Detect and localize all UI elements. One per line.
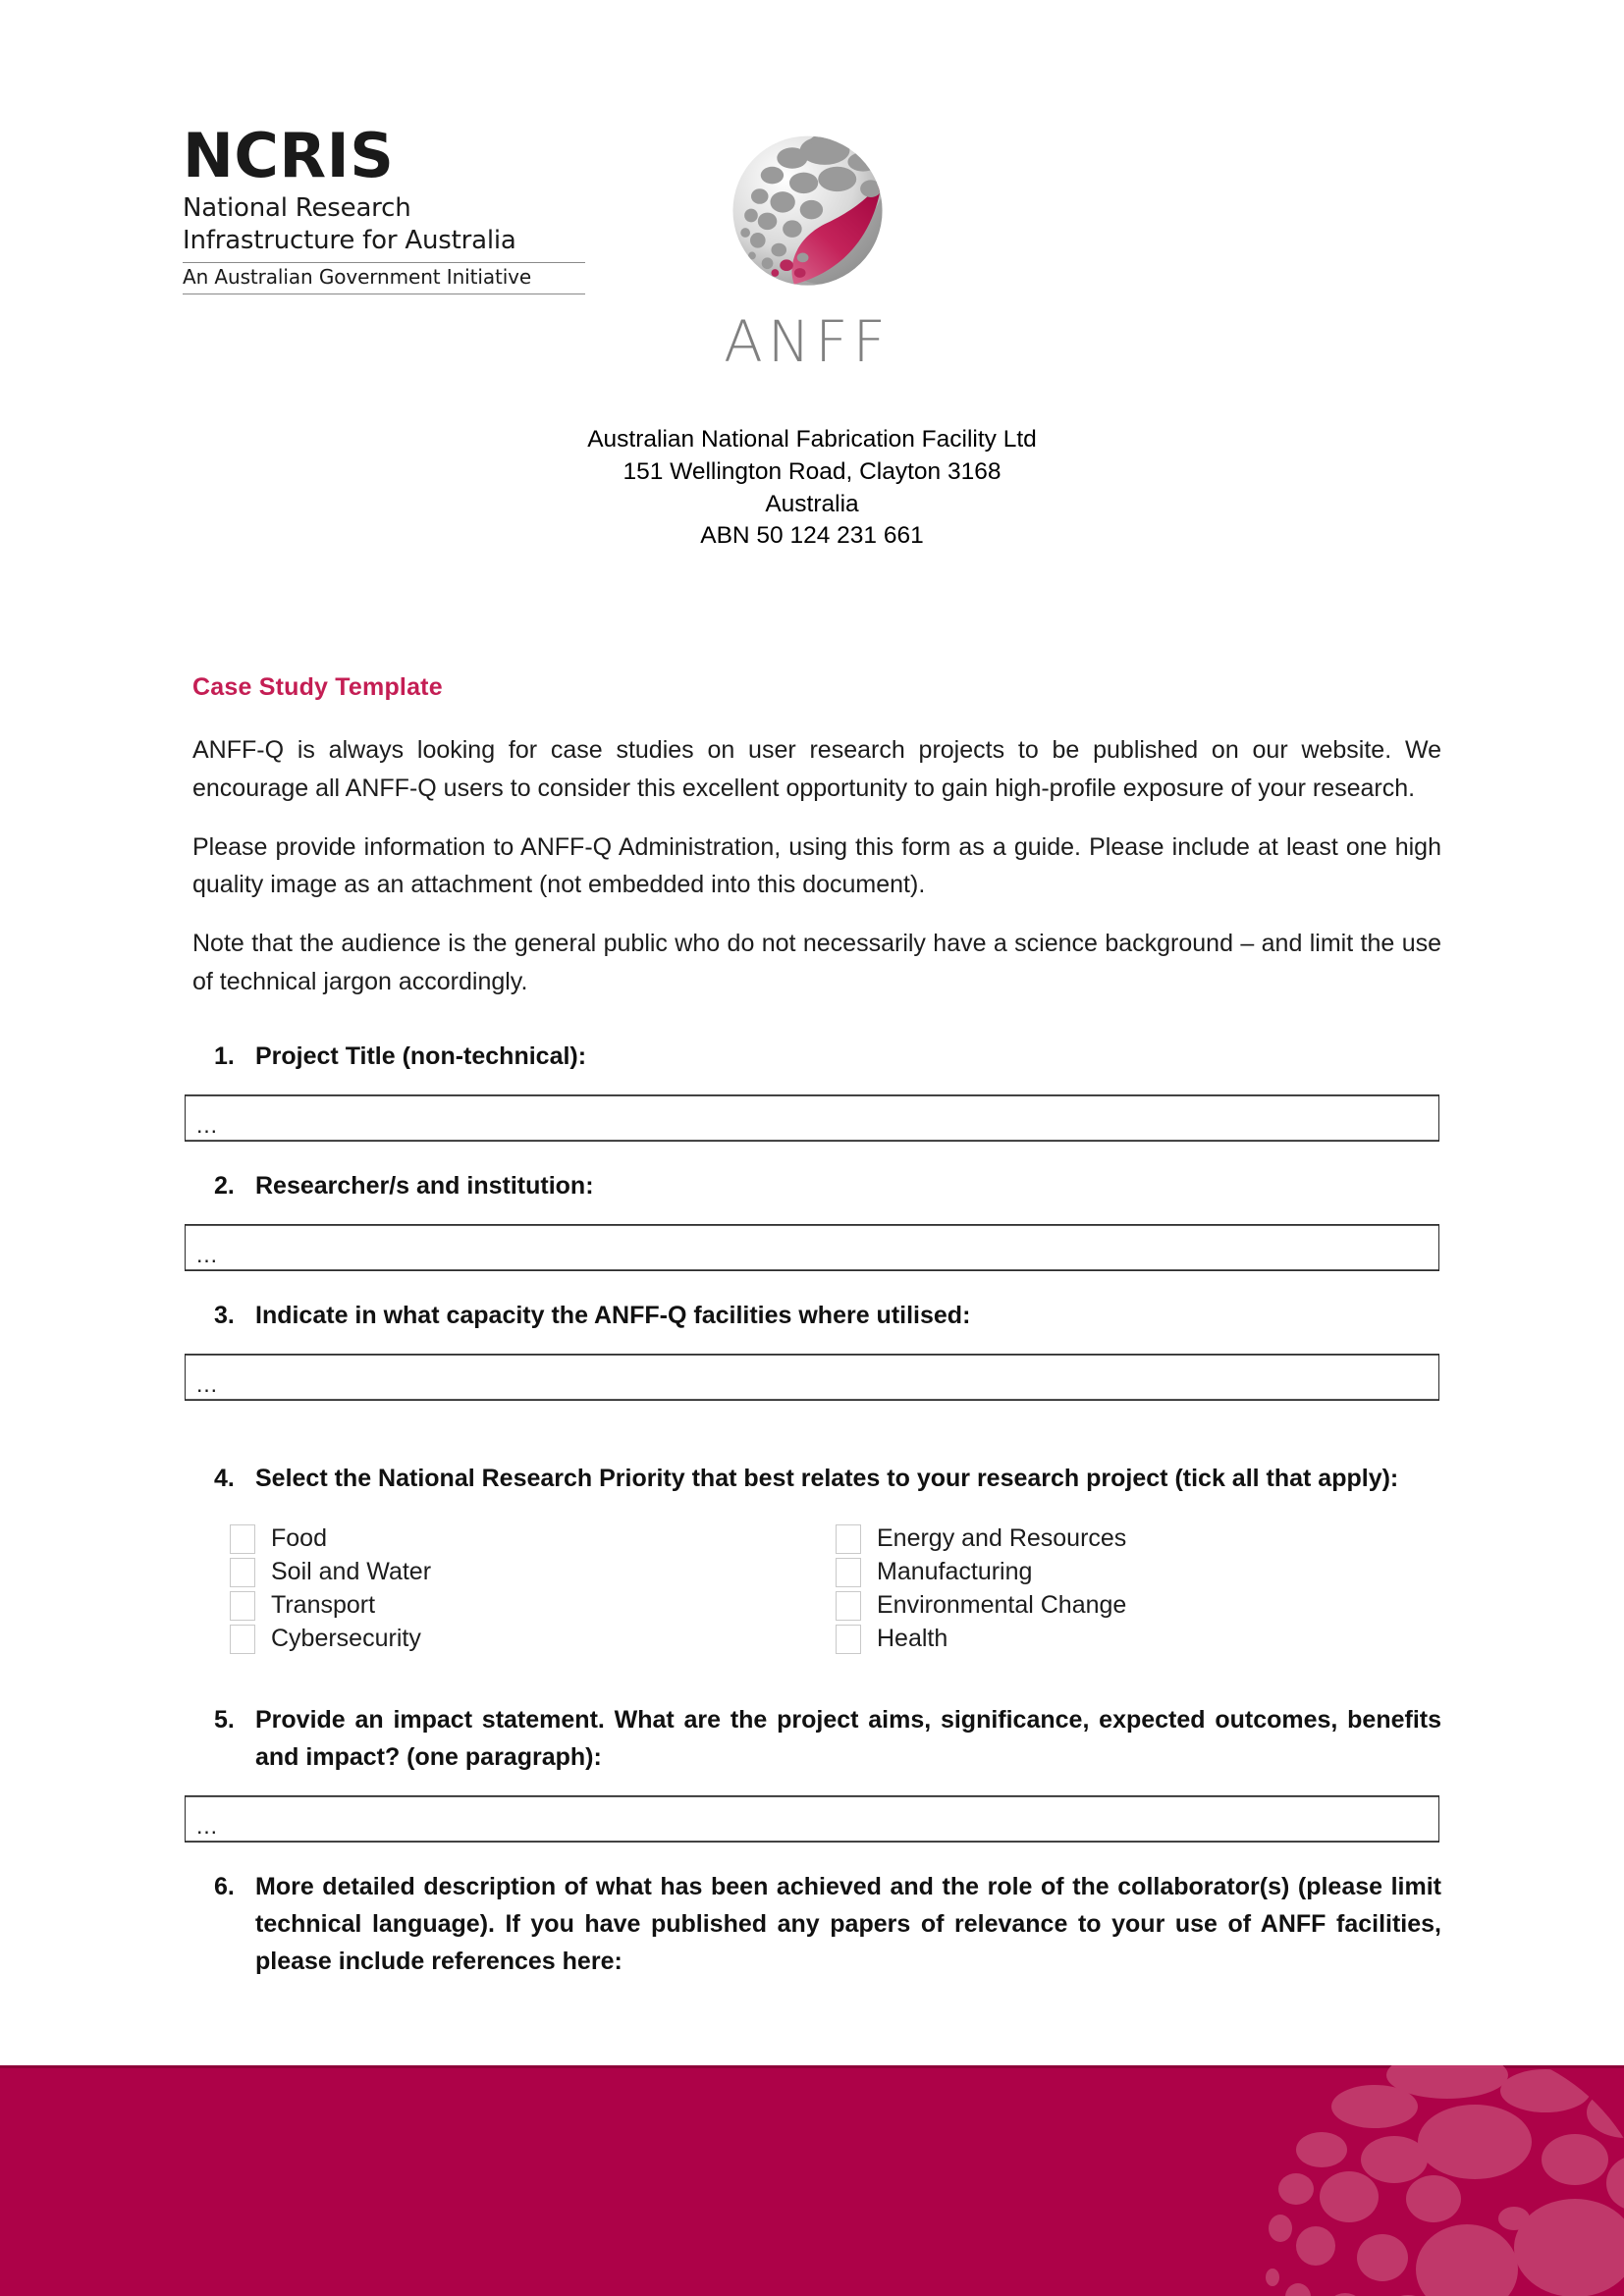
- answer-field-3[interactable]: [185, 1354, 1439, 1401]
- ncris-tagline: An Australian Government Initiative: [183, 264, 532, 289]
- checkbox-icon[interactable]: [836, 1558, 861, 1587]
- question-5: [192, 1701, 1441, 1776]
- question-1-label: Project Title (non-technical):: [255, 1041, 587, 1070]
- address-block: [0, 424, 1624, 553]
- intro-paragraph-2: Please provide information to ANFF-Q Administration, using this form as a guide. Please include at least one high quality image as an attachment (not embedded into this document).: [192, 832, 1441, 899]
- answer-field-5[interactable]: [185, 1795, 1439, 1842]
- checkbox-label: Manufacturing: [877, 1558, 1033, 1585]
- question-1: [192, 1038, 1441, 1075]
- intro-paragraph-1: ANFF-Q is always looking for case studies on user research projects to be published on our website. We encourage all ANFF-Q users to consider this excellent opportunity to gain high-profile exposure of your research.: [192, 736, 1441, 802]
- checkbox-item-soil-and-water[interactable]: [230, 1556, 836, 1589]
- answer-field-1-placeholder: …: [195, 1111, 220, 1138]
- checkbox-item-environmental-change[interactable]: [836, 1589, 1441, 1623]
- question-6: [192, 1868, 1441, 1980]
- checkbox-label: Soil and Water: [271, 1558, 432, 1585]
- checkbox-label: Environmental Change: [877, 1591, 1127, 1619]
- question-4: [192, 1460, 1441, 1497]
- footer-band: [0, 2065, 1624, 2296]
- question-6-number: 6.: [214, 1872, 235, 1900]
- checkbox-item-food[interactable]: [230, 1522, 836, 1556]
- checkbox-icon[interactable]: [836, 1625, 861, 1654]
- question-3: [192, 1297, 1441, 1334]
- checkbox-item-energy-and-resources[interactable]: [836, 1522, 1441, 1556]
- question-2: [192, 1167, 1441, 1204]
- anff-sphere-icon: [712, 120, 903, 311]
- national-research-priority-checkbox-grid: [230, 1522, 1441, 1656]
- document-body: [192, 673, 1441, 1980]
- question-5-number: 5.: [214, 1705, 235, 1734]
- answer-field-2-placeholder: …: [195, 1241, 220, 1267]
- answer-field-2[interactable]: [185, 1224, 1439, 1271]
- intro-paragraph-3: Note that the audience is the general public who do not necessarily have a science background – and limit the use of technical jargon accordingly.: [192, 930, 1441, 995]
- checkbox-label: Cybersecurity: [271, 1625, 421, 1652]
- page-header: [0, 0, 1624, 375]
- checkbox-icon[interactable]: [836, 1591, 861, 1621]
- checkbox-item-manufacturing[interactable]: [836, 1556, 1441, 1589]
- question-2-label: Researcher/s and institution:: [255, 1171, 594, 1200]
- question-5-label: Provide an impact statement. What are the project aims, significance, expected outcomes, benefits and impact? (one paragraph):: [255, 1705, 1441, 1771]
- address-line-4: ABN 50 124 231 661: [700, 522, 924, 550]
- ncris-subtitle-line1: National Research: [183, 193, 411, 223]
- checkbox-item-transport[interactable]: [230, 1589, 836, 1623]
- answer-field-5-placeholder: …: [195, 1812, 220, 1839]
- address-line-3: Australia: [765, 490, 859, 517]
- ncris-logo: [183, 120, 585, 294]
- checkbox-item-health[interactable]: [836, 1623, 1441, 1656]
- question-3-number: 3.: [214, 1301, 235, 1329]
- checkbox-icon[interactable]: [230, 1558, 255, 1587]
- ncris-subtitle: [183, 192, 585, 257]
- priority-column-right: [836, 1522, 1441, 1656]
- page-title: Case Study Template: [192, 673, 443, 701]
- checkbox-icon[interactable]: [836, 1524, 861, 1554]
- checkbox-icon[interactable]: [230, 1625, 255, 1654]
- question-3-label: Indicate in what capacity the ANFF-Q facilities where utilised:: [255, 1301, 971, 1329]
- checkbox-label: Energy and Resources: [877, 1524, 1127, 1552]
- address-line-1: Australian National Fabrication Facility Ltd: [587, 426, 1037, 453]
- checkbox-item-cybersecurity[interactable]: [230, 1623, 836, 1656]
- checkbox-icon[interactable]: [230, 1591, 255, 1621]
- question-1-number: 1.: [214, 1041, 235, 1070]
- anff-wordmark: ANFF: [724, 308, 891, 375]
- checkbox-label: Transport: [271, 1591, 376, 1619]
- checkbox-label: Food: [271, 1524, 327, 1552]
- checkbox-icon[interactable]: [230, 1524, 255, 1554]
- footer-sphere-watermark-icon: [1251, 2065, 1624, 2296]
- ncris-acronym: NCRIS: [183, 120, 395, 191]
- answer-field-3-placeholder: …: [195, 1370, 220, 1397]
- question-6-label: More detailed description of what has been achieved and the role of the collaborator(s) (please limit technical language). If you have published any papers of relevance to your use of ANFF facilities, please include references here:: [255, 1872, 1441, 1975]
- answer-field-1[interactable]: [185, 1095, 1439, 1142]
- question-2-number: 2.: [214, 1171, 235, 1200]
- ncris-subtitle-line2: Infrastructure for Australia: [183, 225, 516, 255]
- question-4-label: Select the National Research Priority that best relates to your research project (tick all that apply):: [255, 1464, 1399, 1492]
- anff-logo: [699, 120, 915, 375]
- priority-column-left: [230, 1522, 836, 1656]
- address-line-2: 151 Wellington Road, Clayton 3168: [623, 457, 1001, 485]
- checkbox-label: Health: [877, 1625, 948, 1652]
- question-4-number: 4.: [214, 1464, 235, 1492]
